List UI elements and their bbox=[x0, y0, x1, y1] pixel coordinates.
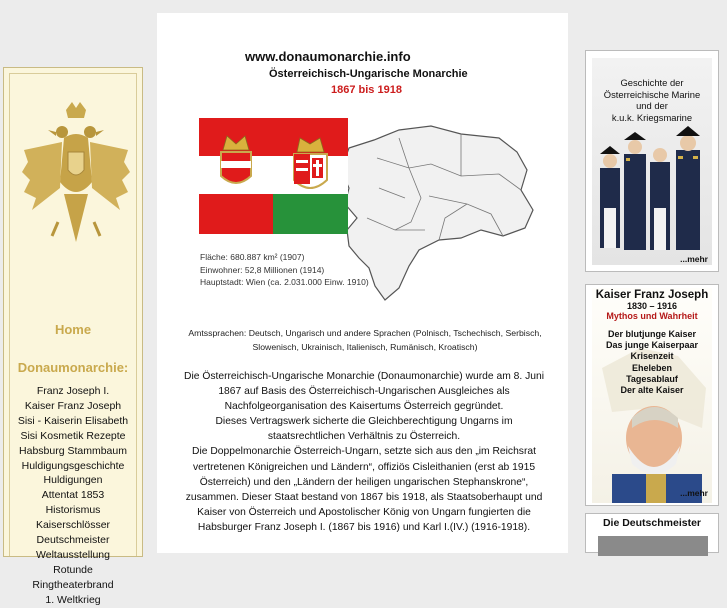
sidebar-section-title: Donaumonarchie: bbox=[17, 360, 129, 375]
marine-title-line: und der bbox=[636, 100, 668, 111]
marine-title-line: Geschichte der bbox=[620, 77, 684, 88]
sidebar-frame bbox=[9, 73, 137, 606]
franz-joseph-link[interactable]: Krisenzeit bbox=[630, 351, 674, 362]
site-title: www.donaumonarchie.info bbox=[245, 49, 411, 64]
franz-joseph-more-link[interactable]: ...mehr bbox=[680, 488, 708, 498]
franz-joseph-link[interactable]: Der alte Kaiser bbox=[620, 385, 684, 396]
article-paragraph: Dieses Vertragswerk sicherte die Gleichberechtigung Ungarns im staatsrechtlichen Verhältnis zu Österreich. bbox=[215, 416, 513, 443]
deutschmeister-promo[interactable] bbox=[585, 513, 719, 553]
map-icon bbox=[341, 126, 533, 300]
marine-promo-title bbox=[586, 77, 718, 123]
fact-capital: Hauptstadt: Wien (ca. 2.031.000 Einw. 1910) bbox=[200, 277, 369, 287]
main-content bbox=[157, 13, 568, 553]
sidebar-item-weltkrieg[interactable]: 1. Weltkrieg bbox=[45, 593, 101, 606]
page-subtitle: Österreichisch-Ungarische Monarchie bbox=[269, 68, 468, 80]
flags-icon bbox=[199, 118, 348, 234]
left-sidebar bbox=[3, 67, 143, 606]
franz-joseph-links bbox=[586, 329, 718, 396]
sidebar-item-huldigungsgeschichte[interactable]: Huldigungsgeschichte bbox=[21, 459, 125, 472]
sidebar-item-kaiser-franz-joseph[interactable]: Kaiser Franz Joseph bbox=[24, 399, 122, 412]
franz-joseph-promo-title: Kaiser Franz Joseph bbox=[595, 289, 709, 301]
page-years: 1867 bis 1918 bbox=[331, 84, 402, 96]
languages-caption: Amtssprachen: Deutsch, Ungarisch und andere Sprachen (Polnisch, Tschechisch, Serbisch, Slowenisch, Ukrainisch, Italienisch, Rumänisch, Kroatisch) bbox=[188, 328, 542, 352]
franz-joseph-link[interactable]: Das junge Kaiserpaar bbox=[605, 340, 699, 351]
franz-joseph-promo[interactable] bbox=[585, 284, 719, 506]
deutschmeister-promo-title: Die Deutschmeister bbox=[602, 517, 702, 529]
article-paragraph: Die Doppelmonarchie Österreich-Ungarn, setzte sich aus den „im Reichsrat vertretenen Königreichen und Ländern“, offiziös Cisleithanien (erst ab 1915 Österreich) und den „Ländern der heiligen ungarischen Stephanskrone“, zusammen. Dieser Staat bestand von 1867 bis 1918, als Staatsoberhaupt und Kaiser von Österreich und Apostolischer König von Ungarn fungierten die Habsburger Franz Joseph I. (1867 bis 1916) und Karl I.(IV.) (1916-1918). bbox=[185, 446, 543, 533]
sidebar-item-sisi-kosmetik[interactable]: Sisi Kosmetik Rezepte bbox=[20, 429, 126, 442]
sidebar-item-kaiserschloesser[interactable]: Kaiserschlösser bbox=[35, 519, 111, 532]
franz-joseph-myth: Mythos und Wahrheit bbox=[606, 311, 698, 321]
marine-title-line: k.u.k. Kriegsmarine bbox=[611, 111, 693, 123]
marine-more-link[interactable]: ...mehr bbox=[680, 254, 708, 264]
sidebar-item-weltausstellung[interactable]: Weltausstellung bbox=[36, 548, 110, 561]
franz-joseph-link[interactable]: Tagesablauf bbox=[626, 373, 678, 384]
franz-joseph-link[interactable]: Der blutjunge Kaiser bbox=[607, 329, 697, 339]
fact-area: Fläche: 680.887 km² (1907) bbox=[200, 252, 305, 262]
deutschmeister-image bbox=[598, 536, 708, 556]
marine-title-line: Österreichische Marine bbox=[603, 88, 701, 100]
sidebar-item-deutschmeister[interactable]: Deutschmeister bbox=[36, 534, 110, 547]
sidebar-item-franz-joseph-i[interactable]: Franz Joseph I. bbox=[36, 385, 110, 397]
sidebar-item-attentat[interactable]: Attentat 1853 bbox=[41, 489, 105, 502]
sidebar-item-ringtheaterbrand[interactable]: Ringtheaterbrand bbox=[32, 578, 114, 591]
sidebar-item-historismus[interactable]: Historismus bbox=[45, 504, 101, 517]
sidebar-nav bbox=[10, 384, 136, 608]
fact-population: Einwohner: 52,8 Millionen (1914) bbox=[200, 264, 325, 275]
sidebar-item-stammbaum[interactable]: Habsburg Stammbaum bbox=[19, 444, 127, 457]
franz-joseph-years: 1830 – 1916 bbox=[626, 301, 678, 311]
marine-promo[interactable] bbox=[585, 50, 719, 272]
article-paragraph: Die Österreichisch-Ungarische Monarchie (Donaumonarchie) wurde am 8. Juni 1867 auf Basis des Österreichisch-Ungarischen Ausgleiches als Nachfolgeorganisation des Kaisertums Österreich gegründet. bbox=[184, 371, 544, 413]
sidebar-item-rotunde[interactable]: Rotunde bbox=[53, 563, 93, 576]
facts-box bbox=[200, 251, 369, 289]
double-headed-eagle-icon bbox=[22, 102, 130, 252]
sidebar-item-huldigungen[interactable]: Huldigungen bbox=[43, 474, 103, 487]
sidebar-item-sisi[interactable]: Sisi - Kaiserin Elisabeth bbox=[17, 414, 129, 427]
franz-joseph-link[interactable]: Eheleben bbox=[631, 362, 672, 373]
home-link[interactable]: Home bbox=[54, 322, 92, 337]
article-body bbox=[182, 369, 546, 535]
